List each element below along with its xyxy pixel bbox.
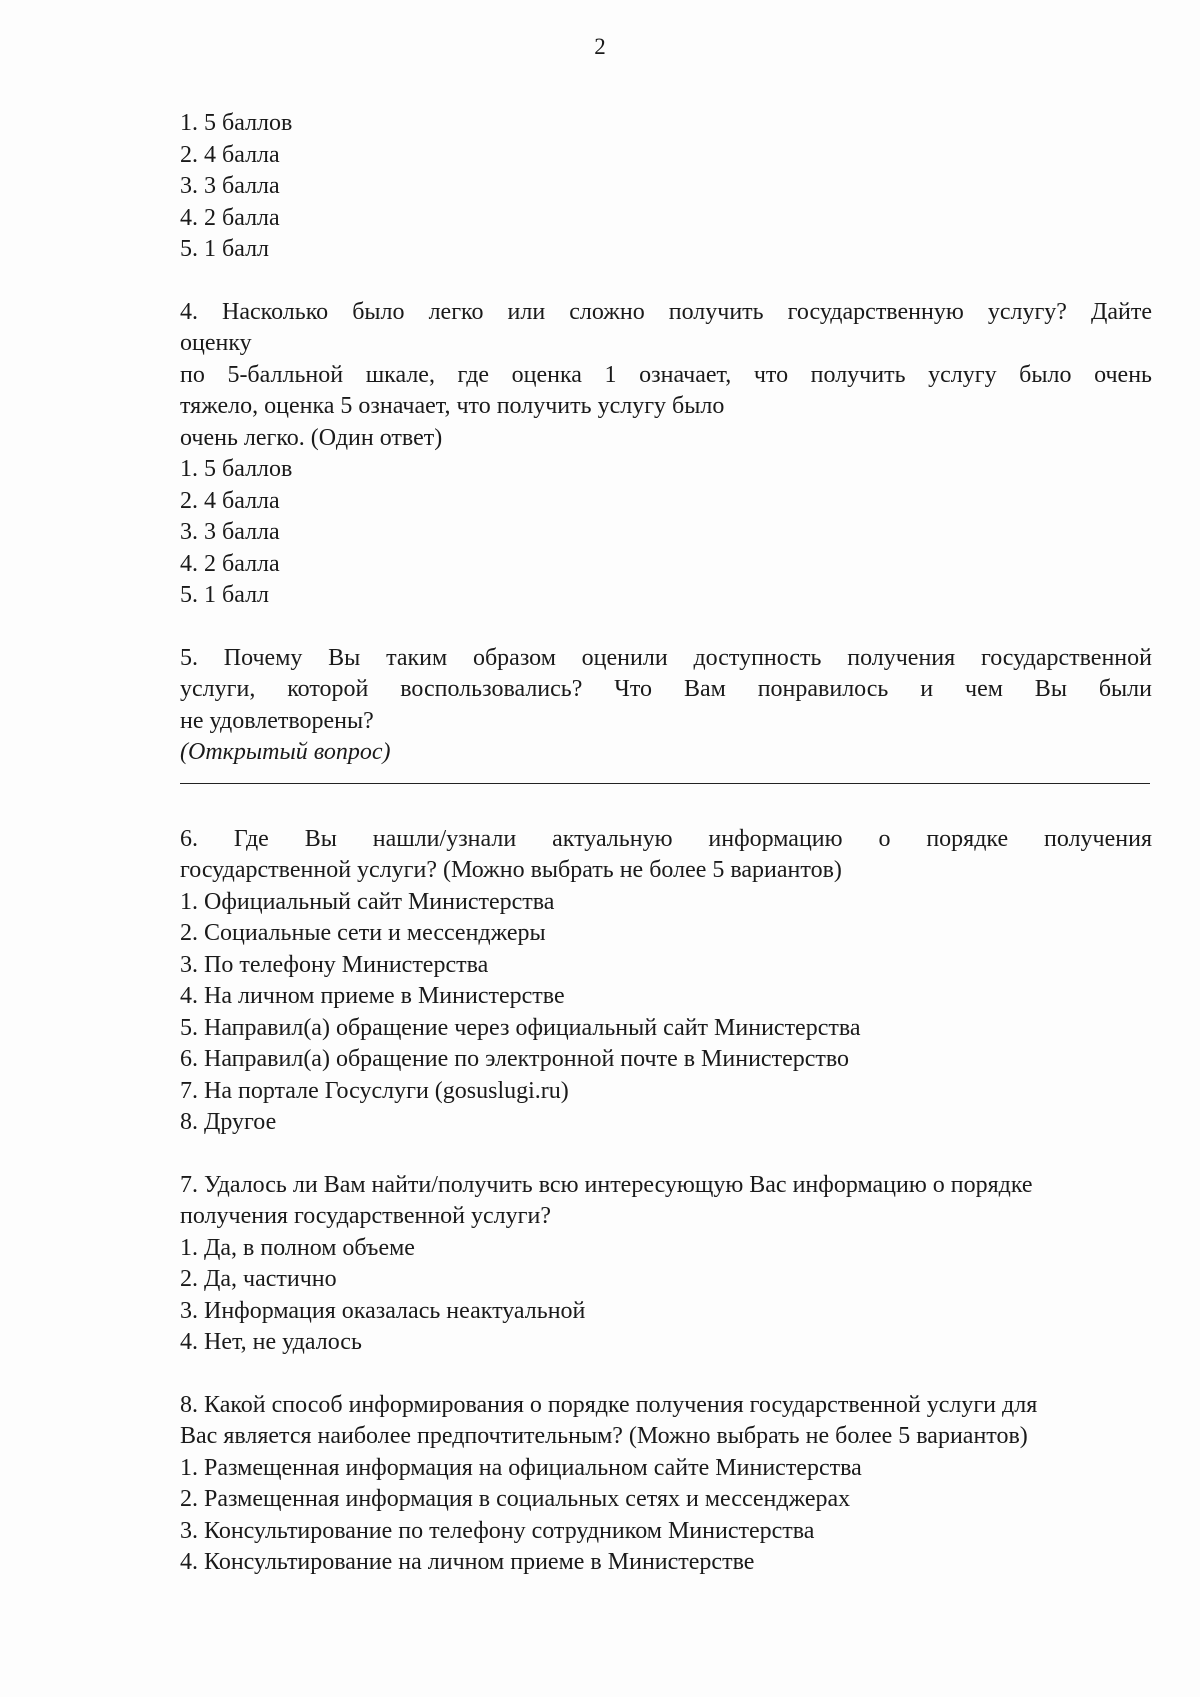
option-item: 3. По телефону Министерства <box>180 951 489 978</box>
question-text-line: 6. Где Вы нашли/узнали актуальную информацию о порядке получения <box>180 825 1152 852</box>
option-item: 1. 5 баллов <box>180 456 293 482</box>
question-text-line: 7. Удалось ли Вам найти/получить всю интересующую Вас информацию о порядке <box>180 1171 1033 1198</box>
option-item: 1. Размещенная информация на официальном сайте Министерства <box>180 1454 862 1481</box>
option-item: 6. Направил(а) обращение по электронной почте в Министерство <box>180 1046 850 1072</box>
question-text-line: не удовлетворены? <box>180 707 374 734</box>
option-item: 7. На портале Госуслуги (gosuslugi.ru) <box>180 1077 569 1104</box>
option-item: 4. 2 балла <box>180 204 280 231</box>
option-item: 3. 3 балла <box>180 173 280 199</box>
question-8 <box>180 1390 1152 1579</box>
option-item: 3. 3 балла <box>180 519 280 545</box>
spacer <box>180 1139 1152 1170</box>
question-6 <box>180 824 1152 1139</box>
option-item: 4. 2 балла <box>180 550 280 577</box>
spacer <box>180 1359 1152 1390</box>
spacer <box>180 784 1152 824</box>
spacer <box>180 612 1152 643</box>
option-item: 1. 5 баллов <box>180 110 293 136</box>
option-item: 1. Официальный сайт Министерства <box>180 888 555 915</box>
option-item: 5. 1 балл <box>180 582 270 608</box>
option-item: 1. Да, в полном объеме <box>180 1234 415 1261</box>
option-item: 5. 1 балл <box>180 236 270 262</box>
question-text-line: услуги, которой воспользовались? Что Вам понравилось и чем Вы были <box>180 676 1152 702</box>
question-5 <box>180 643 1152 784</box>
option-item: 5. Направил(а) обращение через официальный сайт Министерства <box>180 1014 861 1041</box>
document-body <box>180 108 1152 1579</box>
question-4 <box>180 297 1152 612</box>
option-item: 2. 4 балла <box>180 141 280 168</box>
page-number: 2 <box>594 34 606 59</box>
question-text-line: 8. Какой способ информирования о порядке получения государственной услуги для <box>180 1391 1038 1418</box>
option-item: 2. Размещенная информация в социальных сетях и мессенджерах <box>180 1486 851 1512</box>
question-text-line: Вас является наиболее предпочтительным? (Можно выбрать не более 5 вариантов) <box>180 1423 1028 1449</box>
open-question-note: (Открытый вопрос) <box>180 739 391 765</box>
question-text-line: 5. Почему Вы таким образом оценили доступность получения государственной <box>180 644 1152 671</box>
option-item: 3. Консультирование по телефону сотрудником Министерства <box>180 1517 815 1544</box>
question-7 <box>180 1170 1152 1359</box>
question-text-line: по 5-балльной шкале, где оценка 1 означает, что получить услугу было очень <box>180 361 1152 388</box>
option-item: 8. Другое <box>180 1109 277 1135</box>
question-text-line: очень легко. (Один ответ) <box>180 424 443 451</box>
question-text-line: тяжело, оценка 5 означает, что получить услугу было <box>180 393 725 419</box>
question-text-line: получения государственной услуги? <box>180 1203 551 1229</box>
option-item: 4. На личном приеме в Министерстве <box>180 983 565 1009</box>
option-item: 2. 4 балла <box>180 487 280 514</box>
option-item: 4. Нет, не удалось <box>180 1329 362 1355</box>
question-text-line: государственной услуги? (Можно выбрать не более 5 вариантов) <box>180 857 842 883</box>
option-item: 2. Социальные сети и мессенджеры <box>180 920 546 946</box>
question-text-line: оценку <box>180 330 252 356</box>
option-item: 3. Информация оказалась неактуальной <box>180 1297 586 1324</box>
question-text-line: 4. Насколько было легко или сложно получить государственную услугу? Дайте <box>180 298 1152 325</box>
option-item: 2. Да, частично <box>180 1266 337 1292</box>
q3-options <box>180 108 1152 266</box>
option-item: 4. Консультирование на личном приеме в Министерстве <box>180 1549 755 1575</box>
spacer <box>180 266 1152 297</box>
